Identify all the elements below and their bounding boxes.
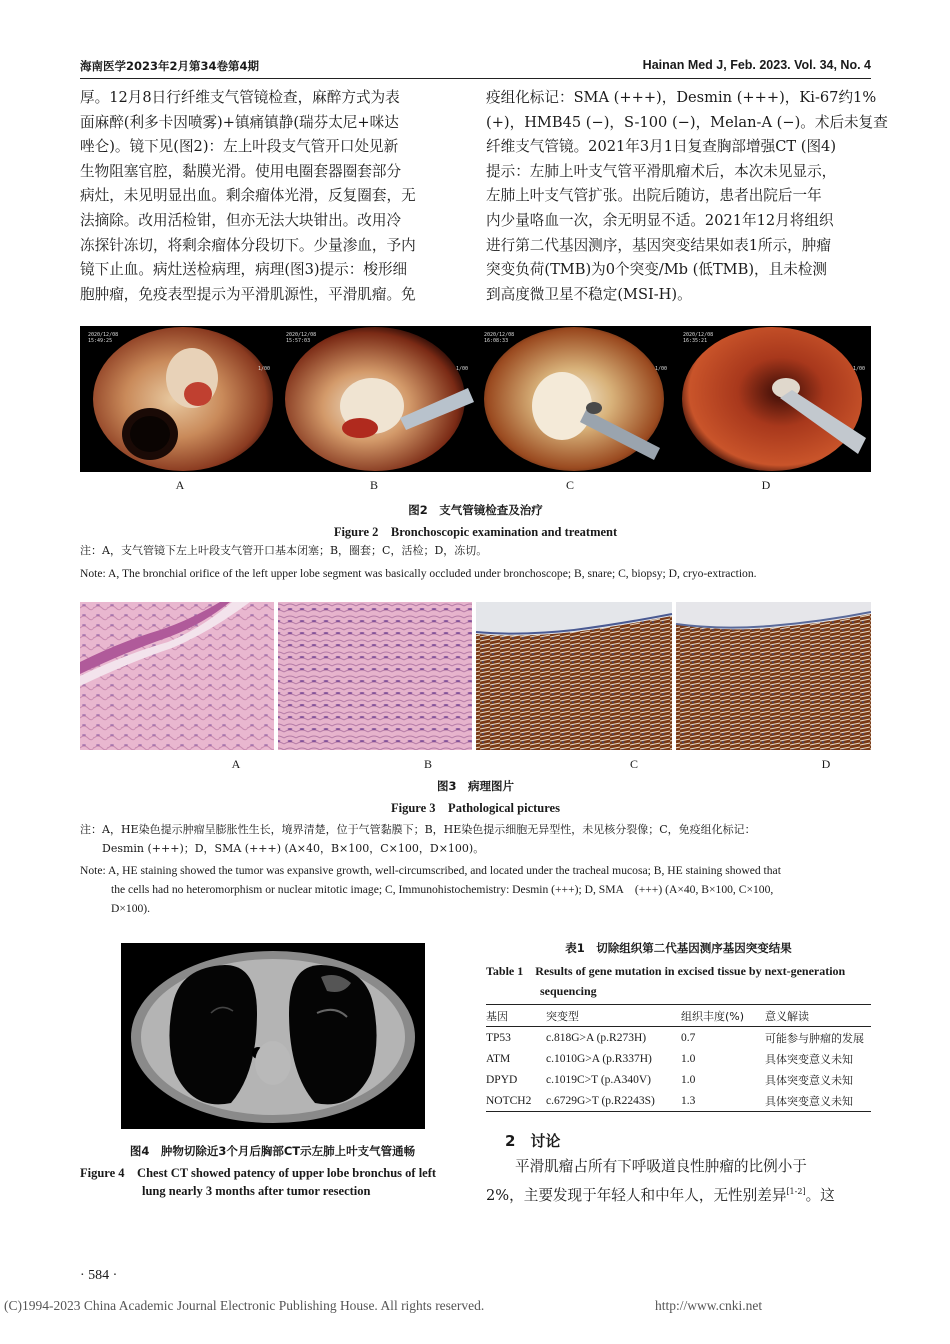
citation-ref: [1-2] xyxy=(786,1187,806,1196)
body-left-line: 病灶，未见明显出血。剩余瘤体光滑，反复圈套，无 xyxy=(80,187,416,205)
section2-line2-end: 。这 xyxy=(805,1186,835,1204)
panel-b-timestamp: 2020/12/08 15:57:03 xyxy=(286,332,317,344)
table-row xyxy=(486,1090,871,1112)
copyright-footer: (C)1994-2023 China Academic Journal Electronic Publishing House. All rights reserved. xyxy=(4,1298,485,1313)
figure3-image-strip xyxy=(80,602,871,750)
body-right-line: 内少量咯血一次，余无明显不适。2021年12月将组织 xyxy=(486,211,834,229)
body-left-line: 冻探针冻切，将剩余瘤体分段切下。少量渗血，予内 xyxy=(80,236,416,254)
body-right-line: 提示：左肺上叶支气管平滑肌瘤术后，本次未见显示， xyxy=(486,162,837,180)
body-left-line: 法摘除。改用活检钳，但亦无法大块钳出。改用冷 xyxy=(80,211,402,229)
body-right-line: 疫组化标记：SMA (+++)，Desmin (+++)，Ki-67约1% xyxy=(486,89,877,106)
body-right-column xyxy=(486,86,888,307)
table1 xyxy=(486,1004,871,1112)
figure4-caption-en-line2: lung nearly 3 months after tumor resection xyxy=(142,1184,371,1198)
gene-cell: DPYD xyxy=(486,1073,518,1086)
mutation-cell: c.1010G>A (p.R337H) xyxy=(546,1052,652,1065)
body-right-line: 到高度微卫星不稳定(MSI-H)。 xyxy=(486,285,692,303)
figure3-note-en-line3: D×100). xyxy=(111,902,151,915)
interpretation-cell: 具体突变意义未知 xyxy=(765,1052,853,1066)
panel-d-timestamp: 2020/12/08 16:35:21 xyxy=(683,332,714,344)
figure4-ct-image xyxy=(121,943,425,1129)
body-right-line: 突变负荷(TMB)为0个突变/Mb (低TMB)，且未检测 xyxy=(486,261,828,279)
body-left-line: 唑仑)。镜下见(图2)：左上叶段支气管开口处见新 xyxy=(80,138,399,156)
section2-line1: 平滑肌瘤占所有下呼吸道良性肿瘤的比例小于 xyxy=(515,1158,807,1175)
figure2-label-d: D xyxy=(761,478,771,492)
figure2-note-cn: 注：A，支气管镜下左上叶段支气管开口基本闭塞；B，圈套；C，活检；D，冻切。 xyxy=(80,544,488,557)
figure3-label-b: B xyxy=(423,757,432,771)
panel-b-zoom: 1/00 xyxy=(456,366,469,372)
figure2-label-c: C xyxy=(565,478,574,492)
mutation-cell: c.6729G>T (p.R2243S) xyxy=(546,1094,655,1107)
bronchoscopy-panel-d xyxy=(675,326,871,472)
body-right-line: 进行第二代基因测序，基因突变结果如表1所示，肿瘤 xyxy=(486,236,831,254)
header-rule xyxy=(80,78,871,79)
interpretation-cell: 具体突变意义未知 xyxy=(765,1073,853,1087)
panel-a-timestamp: 2020/12/08 15:49:25 xyxy=(88,332,119,344)
page-number: · 584 · xyxy=(80,1268,118,1283)
figure2-caption-cn: 图2 支气管镜检查及治疗 xyxy=(408,503,543,517)
cnki-url: http://www.cnki.net xyxy=(655,1298,763,1313)
body-right-line: 左肺上叶支气管扩张。出院后随访，患者出院后一年 xyxy=(486,187,822,205)
figure3-label-c: C xyxy=(629,757,638,771)
figure2-image-strip xyxy=(80,326,871,472)
body-left-line: 面麻醉(利多卡因喷雾)+镇痛镇静(瑞芬太尼+咪达 xyxy=(80,113,399,131)
figure2-note-en: Note: A, The bronchial orifice of the left upper lobe segment was basically occluded under bronchoscope; B, snare; C, biopsy; D, cryo-extraction. xyxy=(80,567,757,580)
table1-title-en-line1: Table 1 Results of gene mutation in excised tissue by next-generation xyxy=(486,964,846,978)
abundance-cell: 1.0 xyxy=(681,1073,696,1086)
figure3-note-cn-line1: 注：A，HE染色提示肿瘤呈膨胀性生长，境界清楚，位于气管黏膜下；B，HE染色提示细胞无异型性，未见核分裂像；C，免疫组化标记： xyxy=(80,823,756,836)
gene-cell: TP53 xyxy=(486,1031,511,1044)
table1-header-mutation: 突变型 xyxy=(546,1009,579,1023)
bronchoscopy-panel-a xyxy=(80,326,276,472)
table1-title-en-line2: sequencing xyxy=(540,984,597,998)
figure3-caption-cn: 图3 病理图片 xyxy=(436,779,514,793)
body-left-line: 胞肿瘤，免疫表型提示为平滑肌源性，平滑肌瘤。免 xyxy=(80,285,416,303)
figure3-caption-en: Figure 3 Pathological pictures xyxy=(391,801,560,815)
interpretation-cell: 具体突变意义未知 xyxy=(765,1094,853,1108)
body-left-column xyxy=(80,86,465,307)
gene-cell: ATM xyxy=(486,1052,511,1065)
pathology-panel-b xyxy=(278,602,472,750)
bronchoscopy-panel-b xyxy=(278,326,474,472)
figure3-label-a: A xyxy=(231,757,241,771)
pathology-panel-d xyxy=(676,602,871,750)
panel-d-zoom: 1/00 xyxy=(853,366,866,372)
pathology-panel-c xyxy=(476,602,672,750)
body-right-line: (+)，HMB45 (−)，S-100 (−)，Melan-A (−)。术后未复查 xyxy=(486,113,888,131)
journal-header-en: Hainan Med J, Feb. 2023. Vol. 34, No. 4 xyxy=(642,58,871,72)
section2-line2 xyxy=(486,1180,876,1208)
gene-cell: NOTCH2 xyxy=(486,1094,532,1107)
body-right-line: 纤维支气管镜。2021年3月1日复查胸部增强CT (图4) xyxy=(486,138,837,156)
mutation-cell: c.818G>A (p.R273H) xyxy=(546,1031,647,1044)
figure2-label-a: A xyxy=(175,478,185,492)
table1-header-abundance: 组织丰度(%) xyxy=(681,1009,745,1023)
panel-a-zoom: 1/00 xyxy=(258,366,271,372)
interpretation-cell: 可能参与肿瘤的发展 xyxy=(765,1031,864,1045)
body-left-line: 厚。12月8日行纤维支气管镜检查，麻醉方式为表 xyxy=(80,89,400,106)
panel-c-timestamp: 2020/12/08 16:08:33 xyxy=(484,332,515,344)
figure2-label-b: B xyxy=(369,478,378,492)
table-row xyxy=(486,1048,871,1069)
body-left-line: 镜下止血。病灶送检病理，病理(图3)提示：梭形细 xyxy=(80,261,408,279)
figure4-caption-cn: 图4 肿物切除近3个月后胸部CT示左肺上叶支气管通畅 xyxy=(129,1144,416,1158)
table-row xyxy=(486,1069,871,1090)
figure4-caption-en-line1: Figure 4 Chest CT showed patency of upper lobe bronchus of left xyxy=(80,1166,437,1180)
abundance-cell: 1.3 xyxy=(681,1094,696,1107)
abundance-cell: 0.7 xyxy=(681,1031,696,1044)
section2-heading: 2 讨论 xyxy=(505,1132,561,1150)
journal-header-cn: 海南医学2023年2月第34卷第4期 xyxy=(80,59,260,73)
bronchoscopy-panel-c xyxy=(476,326,673,472)
table1-header-interpretation: 意义解读 xyxy=(765,1009,809,1023)
figure3-label-d: D xyxy=(821,757,831,771)
figure3-note-cn-line2: Desmin (+++)；D，SMA (+++) (A×40，B×100，C×100，D×100)。 xyxy=(102,842,485,855)
figure3-note-en-line2: the cells had no heteromorphism or nuclear mitotic image; C, Immunohistochemistry: Desmin (+++); D, SMA (+++) (A×40, B×100, C×100, xyxy=(111,883,774,896)
figure2-caption-en: Figure 2 Bronchoscopic examination and treatment xyxy=(333,525,618,539)
panel-c-zoom: 1/00 xyxy=(655,366,668,372)
section2-line2-text: 2%，主要发现于年轻人和中年人，无性别差异 xyxy=(486,1186,787,1204)
figure3-note-en-line1: Note: A, HE staining showed the tumor was expansive growth, well-circumscribed, and located under the tracheal mucosa; B, HE staining showed that xyxy=(80,864,781,877)
table1-title-cn: 表1 切除组织第二代基因测序基因突变结果 xyxy=(565,941,792,955)
pathology-panel-a xyxy=(80,602,274,750)
table-row xyxy=(486,1027,871,1049)
body-left-line: 生物阻塞官腔，黏膜光滑。使用电圈套器圈套部分 xyxy=(80,162,402,180)
table1-header-gene: 基因 xyxy=(486,1009,508,1023)
mutation-cell: c.1019C>T (p.A340V) xyxy=(546,1073,651,1086)
abundance-cell: 1.0 xyxy=(681,1052,696,1065)
